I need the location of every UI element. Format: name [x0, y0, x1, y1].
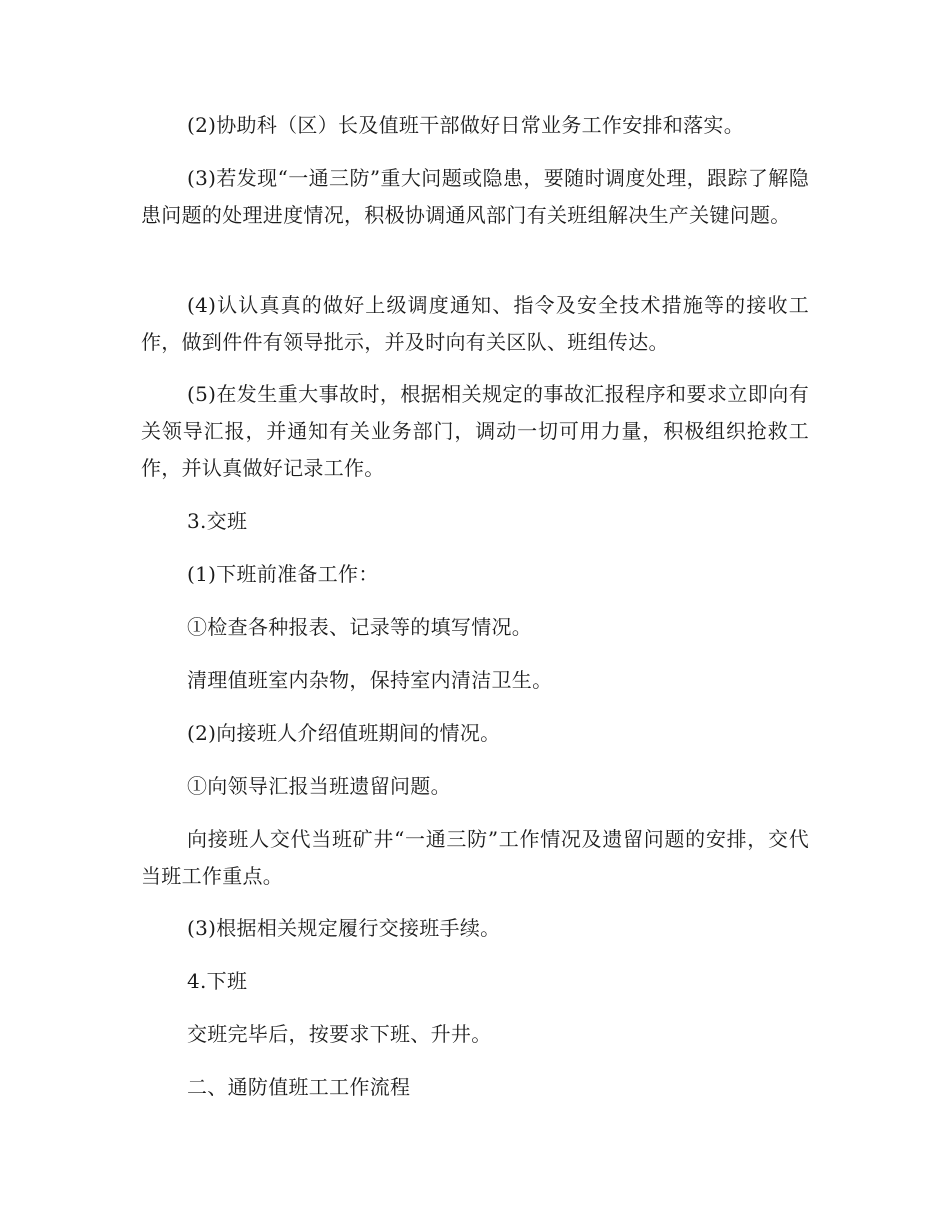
paragraph-brief-successor: (2)向接班人介绍值班期间的情况。: [187, 721, 501, 745]
paragraph-report-leader: ①向领导汇报当班遗留问题。: [187, 774, 451, 798]
paragraph-clean-room: 清理值班室内杂物，保持室内清洁卫生。: [187, 668, 553, 692]
section-heading-handover: 3.交班: [187, 509, 248, 533]
paragraph-handover-procedure: (3)根据相关规定履行交接班手续。: [187, 916, 501, 940]
paragraph-check-reports: ①检查各种报表、记录等的填写情况。: [187, 615, 533, 639]
paragraph-pre-shift-prep: (1)下班前准备工作：: [187, 562, 379, 586]
paragraph-notice-receipt: (4)认认真真的做好上级调度通知、指令及安全技术措施等的接收工作，做到件件有领导批示，并及时向有关区队、班组传达。: [141, 293, 809, 354]
paragraph-accident-report: (5)在发生重大事故时，根据相关规定的事故汇报程序和要求立即向有关领导汇报，并通知有关业务部门，调动一切可用力量，积极组织抢救工作，并认真做好记录工作。: [141, 382, 809, 480]
paragraph-leave-shift: 交班完毕后，按要求下班、升井。: [187, 1022, 492, 1046]
paragraph-duty-assist: (2)协助科（区）长及值班干部做好日常业务工作安排和落实。: [187, 113, 745, 137]
paragraph-explain-situation: 向接班人交代当班矿井“一通三防”工作情况及遗留问题的安排，交代当班工作重点。: [141, 827, 809, 888]
section-heading-workflow: 二、通防值班工工作流程: [187, 1075, 411, 1099]
paragraph-hazard-handling: (3)若发现“一通三防”重大问题或隐患，要随时调度处理，跟踪了解隐患问题的处理进度情况，积极协调通风部门有关班组解决生产关键问题。: [141, 166, 809, 227]
section-heading-off-duty: 4.下班: [187, 969, 248, 993]
